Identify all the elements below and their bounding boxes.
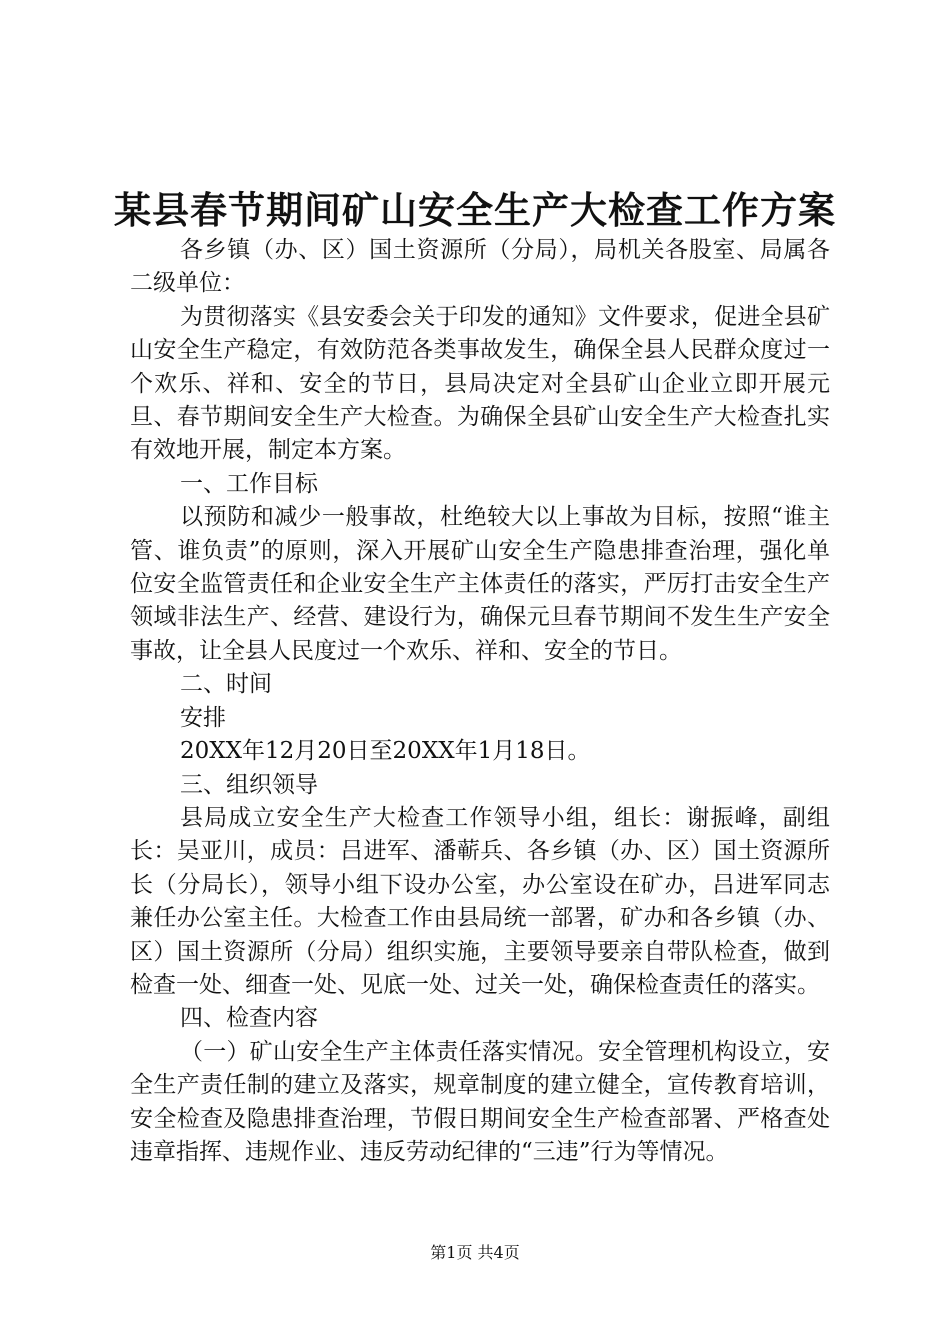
intro-paragraph: 为贯彻落实《县安委会关于印发的通知》文件要求，促进全县矿山安全生产稳定，有效防范各类事故发生，确保全县人民群众度过一个欢乐、祥和、安全的节日，县局决定对全县矿山企业立即开展元旦、春节期间安全生产大检查。为确保全县矿山安全生产大检查扎实有效地开展，制定本方案。 xyxy=(130,303,830,464)
section-heading-content: 四、检查内容 xyxy=(180,1005,318,1032)
salutation-paragraph: 各乡镇（办、区）国土资源所（分局），局机关各股室、局属各二级单位： xyxy=(130,237,830,297)
section-heading-goal: 一、工作目标 xyxy=(180,470,318,497)
section-heading-time: 二、时间 xyxy=(180,671,272,698)
content-item-1-paragraph: （一）矿山安全生产主体责任落实情况。安全管理机构设立，安全生产责任制的建立及落实，规章制度的建立健全，宣传教育培训，安全检查及隐患排查治理，节假日期间安全生产检查部署、严格查处违章指挥、违规作业、违反劳动纪律的“三违”行为等情况。 xyxy=(130,1038,830,1165)
leadership-paragraph: 县局成立安全生产大检查工作领导小组，组长：谢振峰，副组长：吴亚川，成员：吕进军、潘蕲兵、各乡镇（办、区）国土资源所长（分局长），领导小组下设办公室，办公室设在矿办，吕进军同志兼任办公室主任。大检查工作由县局统一部署，矿办和各乡镇（办、区）国土资源所（分局）组织实施，主要领导要亲自带队检查，做到检查一处、细查一处、见底一处、过关一处，确保检查责任的落实。 xyxy=(130,804,830,998)
document-title: 某县春节期间矿山安全生产大检查工作方案 xyxy=(114,188,836,232)
document-body xyxy=(130,234,830,1169)
page-footer: 第1页 共4页 xyxy=(430,1243,520,1262)
time-range-paragraph: 20XX年12月20日至20XX年1月18日。 xyxy=(180,738,591,765)
section-heading-leadership: 三、组织领导 xyxy=(180,771,318,798)
time-label-paragraph: 安排 xyxy=(180,704,226,731)
goal-paragraph: 以预防和减少一般事故，杜绝较大以上事故为目标，按照“谁主管、谁负责”的原则，深入开展矿山安全生产隐患排查治理，强化单位安全监管责任和企业安全生产主体责任的落实，严厉打击安全生产领域非法生产、经营、建设行为，确保元旦春节期间不发生生产安全事故，让全县人民度过一个欢乐、祥和、安全的节日。 xyxy=(130,504,830,664)
